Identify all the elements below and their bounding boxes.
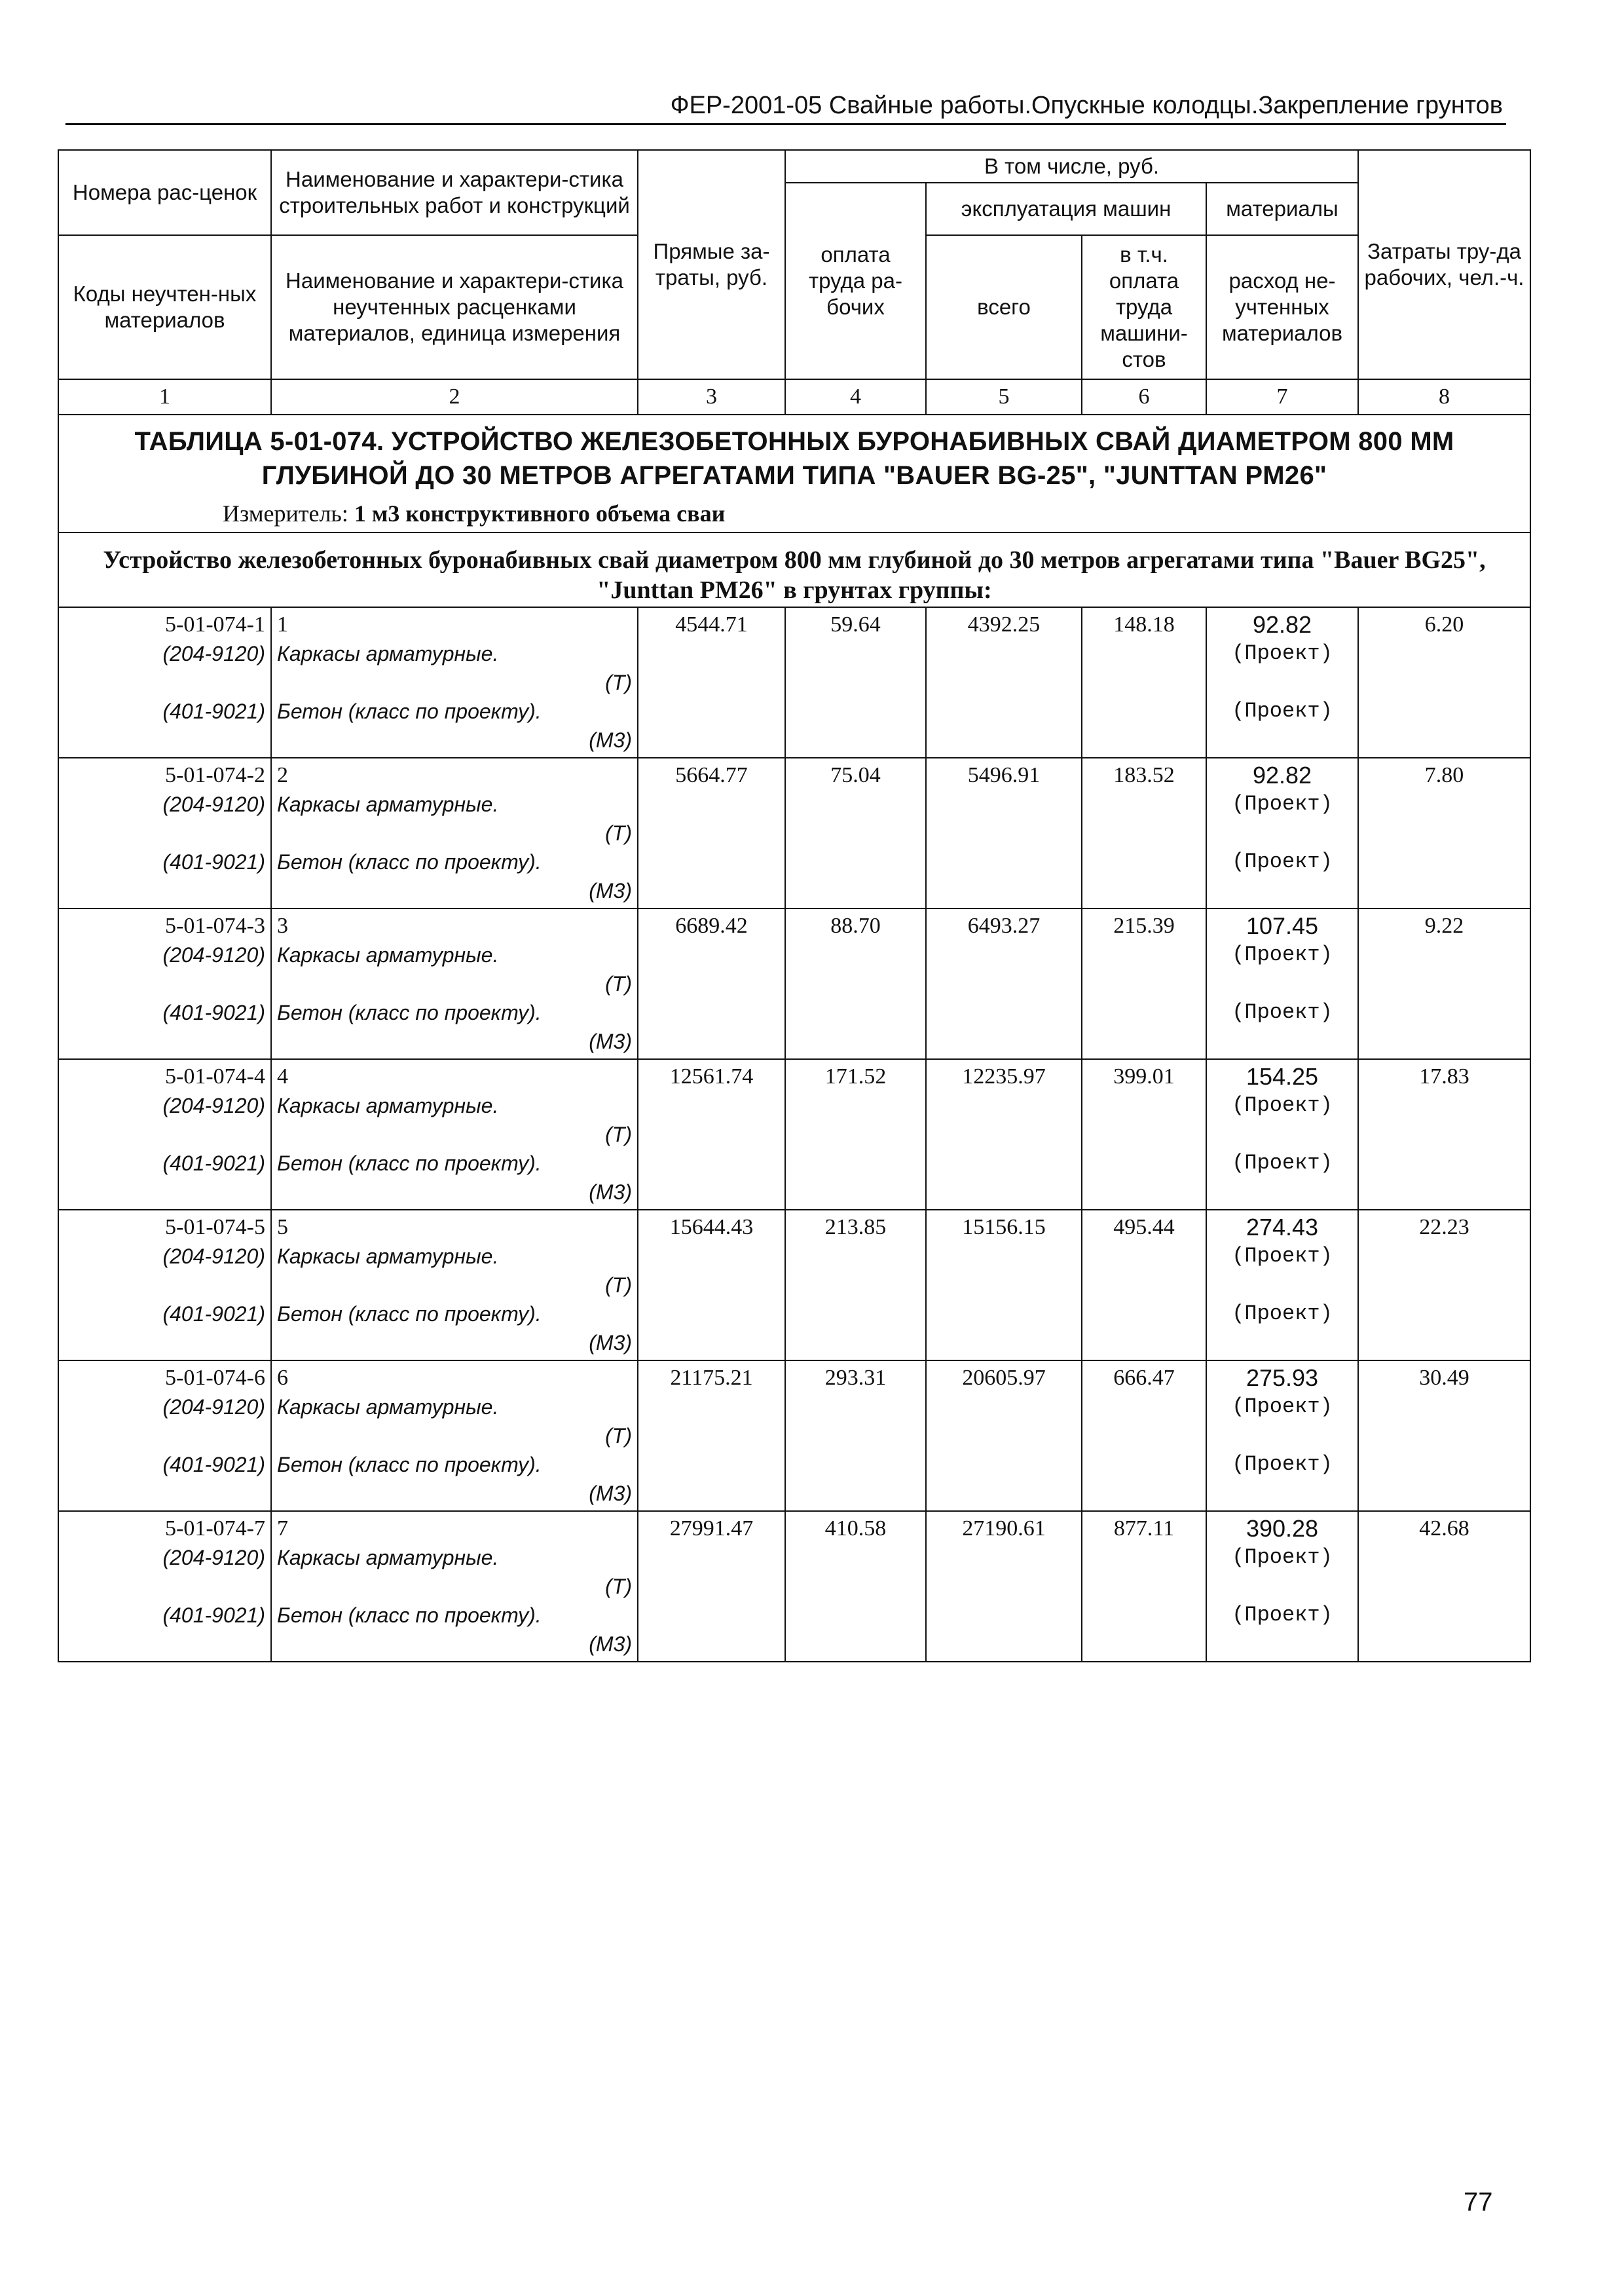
header-row-1 bbox=[58, 150, 1530, 183]
table-row bbox=[58, 1210, 1530, 1360]
material-code: (204-9120) bbox=[162, 1546, 265, 1569]
material-project-value: (Проект) bbox=[1232, 1000, 1333, 1024]
material-name: Бетон (класс по проекту). bbox=[277, 850, 542, 874]
material-unit: (Т) bbox=[605, 821, 632, 845]
material-cost: 92.82 bbox=[1252, 611, 1312, 638]
labor-hours: 17.83 bbox=[1358, 1059, 1530, 1210]
rate-code: 5-01-074-3 bbox=[165, 914, 265, 938]
material-unit: (М3) bbox=[589, 1482, 632, 1505]
rate-code-cell bbox=[58, 607, 271, 758]
rate-name: 1 bbox=[277, 612, 288, 637]
header-col5: всего bbox=[926, 235, 1082, 379]
material-code: (401-9021) bbox=[162, 1453, 265, 1476]
labor-hours: 42.68 bbox=[1358, 1511, 1530, 1662]
materials-cell bbox=[1206, 1511, 1358, 1662]
material-name: Бетон (класс по проекту). bbox=[277, 1302, 542, 1326]
material-name: Каркасы арматурные. bbox=[277, 1395, 499, 1419]
labor-hours: 30.49 bbox=[1358, 1360, 1530, 1511]
rates-table bbox=[58, 149, 1531, 1662]
column-numbers-row bbox=[58, 379, 1530, 415]
rate-name-cell bbox=[271, 607, 638, 758]
rate-name: 6 bbox=[277, 1366, 288, 1390]
material-unit: (М3) bbox=[589, 879, 632, 903]
header-col4: оплата труда ра-бочих bbox=[785, 183, 926, 379]
direct-cost: 27991.47 bbox=[638, 1511, 785, 1662]
material-project-value: (Проект) bbox=[1232, 792, 1333, 816]
material-cost: 390.28 bbox=[1246, 1515, 1319, 1542]
rate-name: 5 bbox=[277, 1215, 288, 1239]
direct-cost: 15644.43 bbox=[638, 1210, 785, 1360]
direct-cost: 21175.21 bbox=[638, 1360, 785, 1511]
material-unit: (М3) bbox=[589, 728, 632, 752]
rate-name: 3 bbox=[277, 914, 288, 938]
rate-name-cell bbox=[271, 1210, 638, 1360]
title-cell bbox=[58, 415, 1530, 533]
material-unit: (Т) bbox=[605, 1575, 632, 1598]
machine-cost: 15156.15 bbox=[926, 1210, 1082, 1360]
material-unit: (Т) bbox=[605, 1273, 632, 1297]
section-cell bbox=[58, 533, 1530, 607]
material-code: (401-9021) bbox=[162, 1001, 265, 1024]
machine-labor-cost: 183.52 bbox=[1082, 758, 1206, 908]
labor-hours: 22.23 bbox=[1358, 1210, 1530, 1360]
material-project-value: (Проект) bbox=[1232, 699, 1333, 723]
col-number: 6 bbox=[1082, 379, 1206, 415]
rate-code-cell bbox=[58, 908, 271, 1059]
rate-code: 5-01-074-1 bbox=[165, 612, 265, 637]
material-name: Каркасы арматурные. bbox=[277, 1546, 499, 1569]
material-cost: 92.82 bbox=[1252, 762, 1312, 789]
material-project-value: (Проект) bbox=[1232, 1301, 1333, 1326]
machine-labor-cost: 666.47 bbox=[1082, 1360, 1206, 1511]
material-name: Каркасы арматурные. bbox=[277, 642, 499, 665]
machine-cost: 4392.25 bbox=[926, 607, 1082, 758]
header-materials: материалы bbox=[1206, 183, 1358, 235]
labor-hours: 6.20 bbox=[1358, 607, 1530, 758]
material-project-value: (Проект) bbox=[1232, 1603, 1333, 1627]
labor-cost: 171.52 bbox=[785, 1059, 926, 1210]
labor-cost: 59.64 bbox=[785, 607, 926, 758]
material-name: Бетон (класс по проекту). bbox=[277, 1603, 542, 1627]
material-unit: (Т) bbox=[605, 972, 632, 996]
rate-name: 4 bbox=[277, 1064, 288, 1089]
material-unit: (М3) bbox=[589, 1180, 632, 1204]
section-heading: Устройство железобетонных буронабивных свай диаметром 800 мм глубиной до 30 метров агрегатами типа "Bauer BG25", "Junttan PM26" в грунтах группы: bbox=[103, 546, 1486, 604]
materials-cell bbox=[1206, 607, 1358, 758]
material-unit: (Т) bbox=[605, 1424, 632, 1448]
labor-cost: 88.70 bbox=[785, 908, 926, 1059]
machine-cost: 12235.97 bbox=[926, 1059, 1082, 1210]
page-number: 77 bbox=[1464, 2188, 1493, 2217]
rate-code: 5-01-074-6 bbox=[165, 1366, 265, 1390]
table-row bbox=[58, 1360, 1530, 1511]
machine-labor-cost: 495.44 bbox=[1082, 1210, 1206, 1360]
header-machines: эксплуатация машин bbox=[926, 183, 1206, 235]
material-unit: (М3) bbox=[589, 1331, 632, 1355]
material-code: (204-9120) bbox=[162, 642, 265, 665]
materials-cell bbox=[1206, 758, 1358, 908]
rate-name: 7 bbox=[277, 1516, 288, 1541]
table-row bbox=[58, 758, 1530, 908]
labor-cost: 213.85 bbox=[785, 1210, 926, 1360]
rate-code-cell bbox=[58, 1210, 271, 1360]
table-row bbox=[58, 1059, 1530, 1210]
measure-line bbox=[65, 499, 1523, 528]
rate-code-cell bbox=[58, 1059, 271, 1210]
col-number: 8 bbox=[1358, 379, 1530, 415]
materials-cell bbox=[1206, 1210, 1358, 1360]
header-rule bbox=[65, 123, 1506, 125]
material-cost: 154.25 bbox=[1246, 1063, 1319, 1090]
material-project-value: (Проект) bbox=[1232, 1545, 1333, 1569]
header-col7: расход не-учтенных материалов bbox=[1206, 235, 1358, 379]
machine-labor-cost: 148.18 bbox=[1082, 607, 1206, 758]
material-project-value: (Проект) bbox=[1232, 1151, 1333, 1175]
material-project-value: (Проект) bbox=[1232, 1244, 1333, 1268]
material-code: (204-9120) bbox=[162, 1395, 265, 1419]
materials-cell bbox=[1206, 1360, 1358, 1511]
running-header: ФЕР-2001-05 Свайные работы.Опускные колодцы.Закрепление грунтов bbox=[670, 92, 1503, 119]
rate-code: 5-01-074-7 bbox=[165, 1516, 265, 1541]
measure-prefix: Измеритель: bbox=[223, 500, 348, 527]
material-name: Каркасы арматурные. bbox=[277, 793, 499, 816]
header-col3: Прямые за-траты, руб. bbox=[638, 150, 785, 379]
material-name: Бетон (класс по проекту). bbox=[277, 1453, 542, 1476]
rate-name-cell bbox=[271, 1059, 638, 1210]
material-project-value: (Проект) bbox=[1232, 1093, 1333, 1117]
rate-name: 2 bbox=[277, 763, 288, 787]
material-unit: (М3) bbox=[589, 1030, 632, 1053]
material-project-value: (Проект) bbox=[1232, 1452, 1333, 1476]
rate-name-cell bbox=[271, 1360, 638, 1511]
material-name: Каркасы арматурные. bbox=[277, 1244, 499, 1268]
material-cost: 107.45 bbox=[1246, 912, 1319, 939]
material-unit: (М3) bbox=[589, 1632, 632, 1656]
rate-name-cell bbox=[271, 758, 638, 908]
col-number: 5 bbox=[926, 379, 1082, 415]
machine-cost: 20605.97 bbox=[926, 1360, 1082, 1511]
section-row bbox=[58, 533, 1530, 607]
material-name: Бетон (класс по проекту). bbox=[277, 1001, 542, 1024]
materials-cell bbox=[1206, 1059, 1358, 1210]
table-row bbox=[58, 607, 1530, 758]
col-number: 1 bbox=[58, 379, 271, 415]
material-code: (401-9021) bbox=[162, 1603, 265, 1627]
header-col1-bottom: Коды неучтен-ных материалов bbox=[58, 235, 271, 379]
labor-hours: 7.80 bbox=[1358, 758, 1530, 908]
material-code: (204-9120) bbox=[162, 1244, 265, 1268]
header-incl: В том числе, руб. bbox=[785, 150, 1358, 183]
rate-rows bbox=[58, 607, 1530, 1662]
material-code: (401-9021) bbox=[162, 850, 265, 874]
rate-code-cell bbox=[58, 1511, 271, 1662]
col-number: 4 bbox=[785, 379, 926, 415]
rate-code: 5-01-074-2 bbox=[165, 763, 265, 787]
material-cost: 275.93 bbox=[1246, 1364, 1319, 1391]
col-number: 2 bbox=[271, 379, 638, 415]
material-project-value: (Проект) bbox=[1232, 641, 1333, 665]
material-name: Бетон (класс по проекту). bbox=[277, 700, 542, 723]
rate-code-cell bbox=[58, 1360, 271, 1511]
machine-cost: 6493.27 bbox=[926, 908, 1082, 1059]
labor-cost: 410.58 bbox=[785, 1511, 926, 1662]
direct-cost: 5664.77 bbox=[638, 758, 785, 908]
header-col1-top: Номера рас-ценок bbox=[58, 150, 271, 235]
measure-text: 1 м3 конструктивного объема сваи bbox=[354, 500, 726, 527]
header-col6: в т.ч. оплата труда машини-стов bbox=[1082, 235, 1206, 379]
material-name: Каркасы арматурные. bbox=[277, 1094, 499, 1117]
direct-cost: 4544.71 bbox=[638, 607, 785, 758]
material-name: Бетон (класс по проекту). bbox=[277, 1151, 542, 1175]
table-title: ТАБЛИЦА 5-01-074. УСТРОЙСТВО ЖЕЛЕЗОБЕТОННЫХ БУРОНАБИВНЫХ СВАЙ ДИАМЕТРОМ 800 ММ ГЛУБИНОЙ ДО 30 МЕТРОВ АГРЕГАТАМИ ТИПА "BAUER BG-25", "JUNTTAN PM26" bbox=[134, 427, 1454, 490]
machine-cost: 5496.91 bbox=[926, 758, 1082, 908]
material-unit: (Т) bbox=[605, 671, 632, 694]
labor-hours: 9.22 bbox=[1358, 908, 1530, 1059]
material-code: (401-9021) bbox=[162, 1151, 265, 1175]
material-name: Каркасы арматурные. bbox=[277, 943, 499, 967]
material-code: (204-9120) bbox=[162, 943, 265, 967]
table-row bbox=[58, 908, 1530, 1059]
material-project-value: (Проект) bbox=[1232, 943, 1333, 967]
direct-cost: 6689.42 bbox=[638, 908, 785, 1059]
col-number: 7 bbox=[1206, 379, 1358, 415]
machine-labor-cost: 215.39 bbox=[1082, 908, 1206, 1059]
material-code: (204-9120) bbox=[162, 793, 265, 816]
header-col2-bottom: Наименование и характери-стика неучтенных расценками материалов, единица измерения bbox=[271, 235, 638, 379]
material-code: (204-9120) bbox=[162, 1094, 265, 1117]
material-code: (401-9021) bbox=[162, 1302, 265, 1326]
rate-code: 5-01-074-5 bbox=[165, 1215, 265, 1239]
labor-cost: 293.31 bbox=[785, 1360, 926, 1511]
material-code: (401-9021) bbox=[162, 700, 265, 723]
machine-labor-cost: 877.11 bbox=[1082, 1511, 1206, 1662]
rate-code-cell bbox=[58, 758, 271, 908]
labor-cost: 75.04 bbox=[785, 758, 926, 908]
materials-cell bbox=[1206, 908, 1358, 1059]
machine-cost: 27190.61 bbox=[926, 1511, 1082, 1662]
rate-name-cell bbox=[271, 1511, 638, 1662]
table-row bbox=[58, 1511, 1530, 1662]
direct-cost: 12561.74 bbox=[638, 1059, 785, 1210]
title-row bbox=[58, 415, 1530, 533]
material-unit: (Т) bbox=[605, 1123, 632, 1146]
rate-name-cell bbox=[271, 908, 638, 1059]
rate-code: 5-01-074-4 bbox=[165, 1064, 265, 1089]
header-col8: Затраты тру-да рабочих, чел.-ч. bbox=[1358, 150, 1530, 379]
material-project-value: (Проект) bbox=[1232, 850, 1333, 874]
material-project-value: (Проект) bbox=[1232, 1394, 1333, 1419]
header-col2-top: Наименование и характери-стика строительных работ и конструкций bbox=[271, 150, 638, 235]
col-number: 3 bbox=[638, 379, 785, 415]
machine-labor-cost: 399.01 bbox=[1082, 1059, 1206, 1210]
material-cost: 274.43 bbox=[1246, 1214, 1319, 1241]
